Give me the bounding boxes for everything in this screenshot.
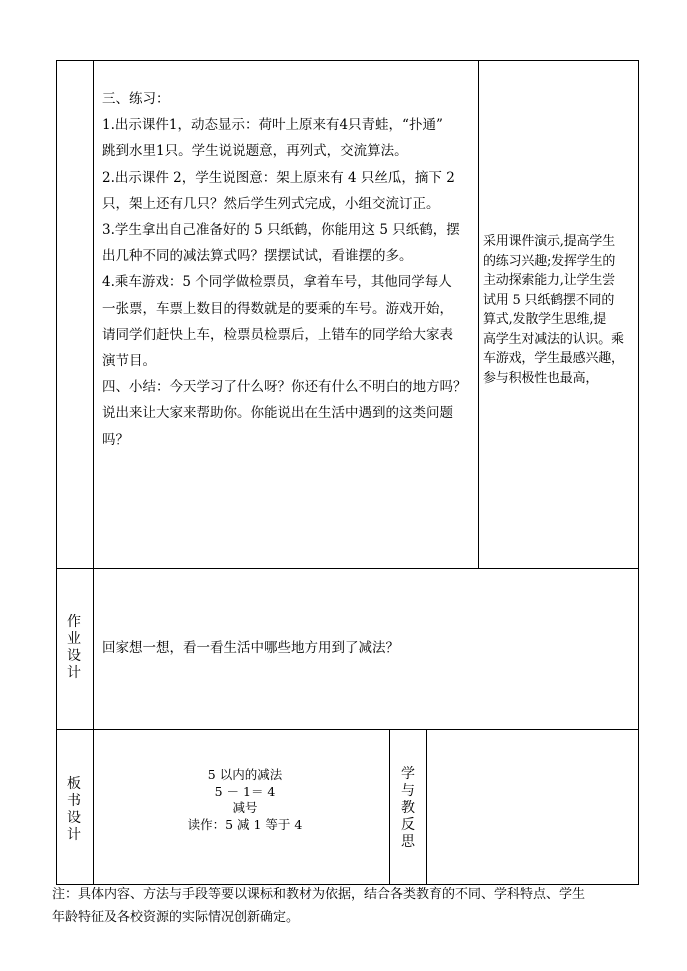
- board-title: 5 以内的减法: [207, 767, 283, 782]
- table-right-border: [638, 60, 639, 885]
- board-design-content: [150, 767, 340, 833]
- lesson-line: 只，架上还有几只？然后学生列式完成，小组交流订正。: [102, 195, 440, 212]
- board-label-char: 书: [67, 793, 81, 809]
- table-top-border: [56, 60, 639, 61]
- board-label-char: 板: [67, 776, 81, 792]
- reflection-label: [398, 766, 418, 851]
- reflection-label-char: 与: [401, 783, 415, 799]
- board-right-divider: [389, 729, 390, 885]
- reflection-label-char: 学: [401, 766, 415, 782]
- reflection-label-char: 反: [401, 817, 415, 833]
- lesson-line: 请同学们赶快上车，检票员检票后，上错车的同学给大家表: [102, 326, 453, 343]
- row-divider-board: [56, 729, 639, 730]
- note-line: 高学生对减法的认识。乘: [483, 331, 624, 347]
- lesson-line: 说出来让大家来帮助你。你能说出在生活中遇到的这类问题: [102, 405, 453, 422]
- reflection-label-char: 教: [401, 800, 415, 816]
- homework-label: [64, 614, 84, 682]
- homework-label-char: 设: [67, 648, 81, 664]
- lesson-line: 四、小结：今天学习了什么呀？你还有什么不明白的地方吗？: [102, 379, 467, 396]
- board-reading: 读作：5 减 1 等于 4: [187, 816, 303, 832]
- lesson-line: 吗？: [102, 431, 129, 448]
- footer-line: 注：具体内容、方法与手段等要以课标和教材为依据，结合各类教育的不同、学科特点、学生: [52, 887, 586, 902]
- board-label-char: 计: [67, 827, 81, 843]
- homework-label-char: 业: [67, 631, 81, 647]
- homework-label-char: 计: [67, 665, 81, 681]
- table-left-border: [56, 60, 57, 885]
- note-column-divider: [478, 60, 479, 569]
- label-column-divider: [93, 60, 94, 885]
- lesson-line: 1.出示课件1，动态显示：荷叶上原来有4只青蛙，“扑通”: [102, 117, 443, 134]
- board-design-label: [64, 776, 84, 844]
- homework-text: 回家想一想，看一看生活中哪些地方用到了减法？: [102, 640, 399, 656]
- board-equation: 5 － 1＝ 4: [214, 783, 276, 799]
- row-divider-homework: [56, 568, 639, 569]
- lesson-line: 3.学生拿出自己准备好的 5 只纸鹤，你能用这 5 只纸鹤，摆: [102, 222, 460, 239]
- note-line: 的练习兴趣;发挥学生的: [483, 253, 616, 269]
- note-line: 参与积极性也最高，: [483, 370, 599, 386]
- lesson-line: 2.出示课件 2，学生说图意：架上原来有 4 只丝瓜，摘下 2: [102, 169, 455, 186]
- note-line: 算式,发散学生思维,提: [483, 312, 607, 327]
- note-line: 试用 5 只纸鹤摆不同的: [483, 292, 615, 308]
- lesson-line: 演节目。: [102, 353, 156, 370]
- homework-label-char: 作: [67, 614, 81, 630]
- reflection-label-divider: [426, 729, 427, 885]
- footer-note: [52, 884, 652, 929]
- reflection-label-char: 思: [401, 834, 415, 850]
- lesson-line: 4.乘车游戏：5 个同学做检票员，拿着车号，其他同学每人: [102, 274, 452, 291]
- note-line: 采用课件演示,提高学生: [483, 234, 615, 249]
- lesson-line: 三、练习：: [102, 91, 170, 107]
- lesson-line: 跳到水里1只。学生说说题意，再列式，交流算法。: [102, 143, 408, 160]
- lesson-line: 出几种不同的减法算式吗？摆摆试试，看谁摆的多。: [102, 248, 413, 265]
- lesson-practice-text: [102, 86, 470, 453]
- board-term: 减号: [232, 800, 258, 815]
- note-line: 车游戏，学生最感兴趣，: [483, 351, 624, 366]
- board-label-char: 设: [67, 810, 81, 826]
- footer-line: 年龄特征及各校资源的实际情况创新确定。: [52, 909, 300, 925]
- design-intent-note: [483, 232, 635, 388]
- lesson-line: 一张票，车票上数目的得数就是的要乘的车号。游戏开始，: [102, 300, 453, 317]
- note-line: 主动探索能力,让学生尝: [483, 273, 615, 288]
